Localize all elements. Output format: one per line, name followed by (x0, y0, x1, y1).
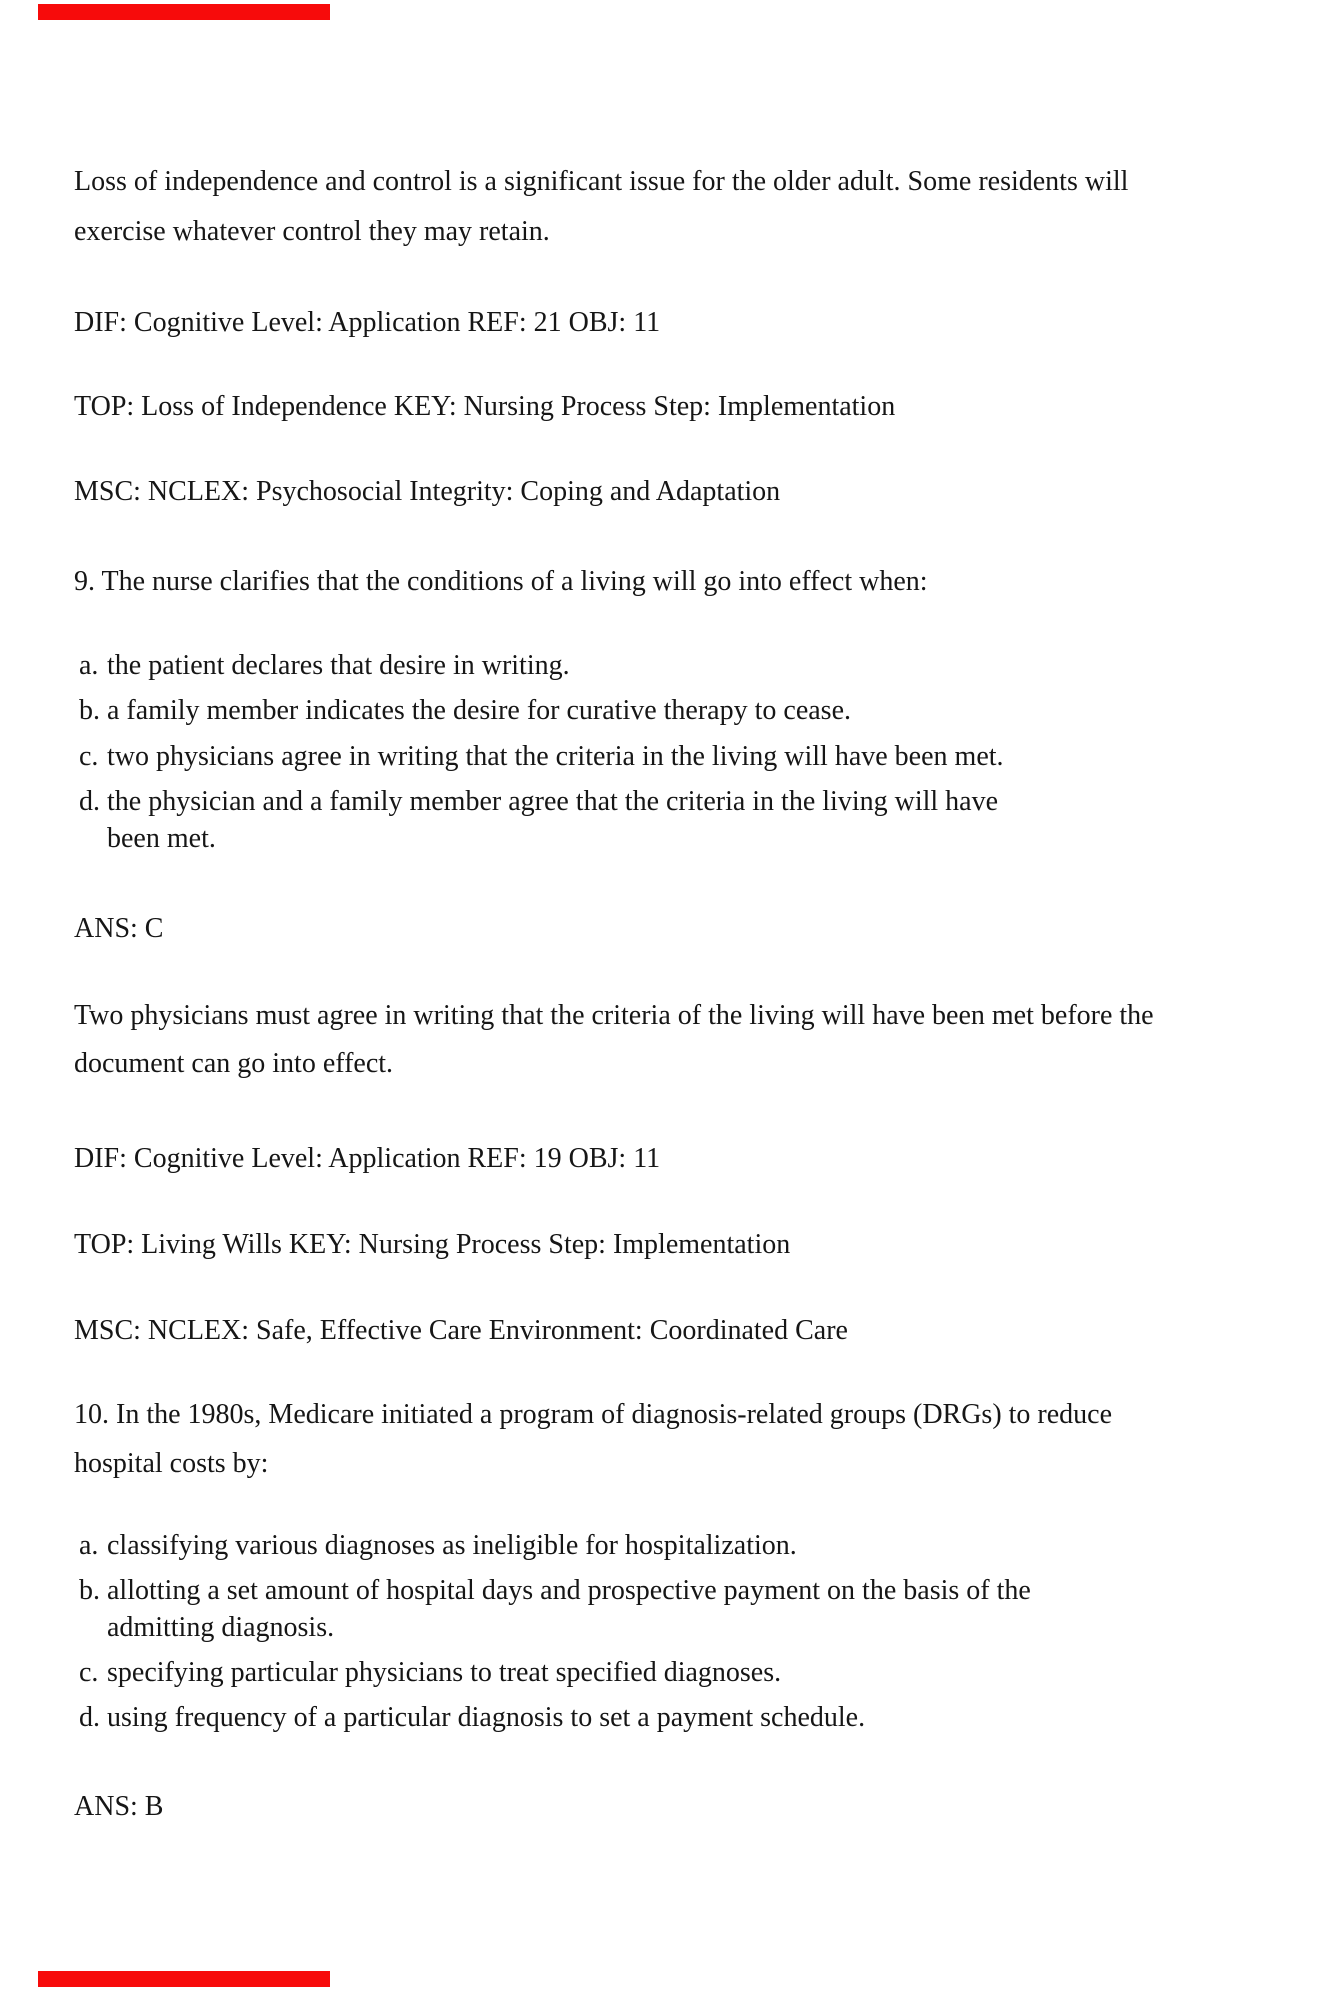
question-9-option-a (79, 652, 570, 680)
question-9-option-b (79, 697, 851, 725)
option-letter: d. (79, 786, 100, 817)
question-9-option-c (79, 743, 1004, 771)
option-letter: a. (79, 650, 99, 681)
question-9-option-d-wrap: been met. (107, 823, 216, 854)
option-letter: c. (79, 741, 99, 772)
option-text: the physician and a family member agree that the criteria in the living will have (107, 786, 999, 817)
option-letter: b. (79, 1575, 100, 1606)
question-10-option-a (79, 1532, 797, 1560)
meta-line-dif: DIF: Cognitive Level: Application REF: 21 OBJ: 11 (74, 307, 661, 338)
option-letter: c. (79, 1657, 99, 1688)
option-text: the patient declares that desire in writing. (107, 650, 570, 681)
question-10-option-d (79, 1704, 865, 1732)
question-10-stem-line: 10. In the 1980s, Medicare initiated a program of diagnosis-related groups (DRGs) to reduce (74, 1399, 1113, 1430)
option-letter: a. (79, 1530, 99, 1561)
option-text: specifying particular physicians to treat specified diagnoses. (107, 1657, 782, 1688)
option-text: two physicians agree in writing that the criteria in the living will have been met. (107, 741, 1004, 772)
question-9-rationale-line: Two physicians must agree in writing that the criteria of the living will have been met before the (74, 1000, 1154, 1031)
question-10-stem-line: hospital costs by: (74, 1448, 269, 1479)
question-10-answer: ANS: B (74, 1791, 164, 1822)
question-10-option-b-wrap: admitting diagnosis. (107, 1612, 335, 1643)
redaction-bar-bottom (38, 1971, 330, 1987)
option-text: classifying various diagnoses as ineligible for hospitalization. (107, 1530, 797, 1561)
meta-line-msc: MSC: NCLEX: Safe, Effective Care Environment: Coordinated Care (74, 1315, 848, 1346)
question-9-stem: 9. The nurse clarifies that the conditions of a living will go into effect when: (74, 566, 928, 597)
rationale-line: Loss of independence and control is a significant issue for the older adult. Some residents will (74, 166, 1129, 197)
option-letter: d. (79, 1702, 100, 1733)
question-9-answer: ANS: C (74, 913, 164, 944)
meta-line-top: TOP: Loss of Independence KEY: Nursing Process Step: Implementation (74, 391, 896, 422)
question-9-option-d (79, 788, 998, 816)
redaction-bar-top (38, 4, 330, 20)
meta-line-dif: DIF: Cognitive Level: Application REF: 19 OBJ: 11 (74, 1143, 661, 1174)
question-10-option-b (79, 1577, 1031, 1605)
option-text: allotting a set amount of hospital days and prospective payment on the basis of the (107, 1575, 1031, 1606)
option-text: a family member indicates the desire for curative therapy to cease. (107, 695, 851, 726)
rationale-line: exercise whatever control they may retain. (74, 216, 550, 247)
option-letter: b. (79, 695, 100, 726)
question-10-option-c (79, 1659, 781, 1687)
option-text: using frequency of a particular diagnosis to set a payment schedule. (107, 1702, 866, 1733)
meta-line-msc: MSC: NCLEX: Psychosocial Integrity: Coping and Adaptation (74, 476, 781, 507)
meta-line-top: TOP: Living Wills KEY: Nursing Process Step: Implementation (74, 1229, 791, 1260)
question-9-rationale-line: document can go into effect. (74, 1048, 394, 1079)
